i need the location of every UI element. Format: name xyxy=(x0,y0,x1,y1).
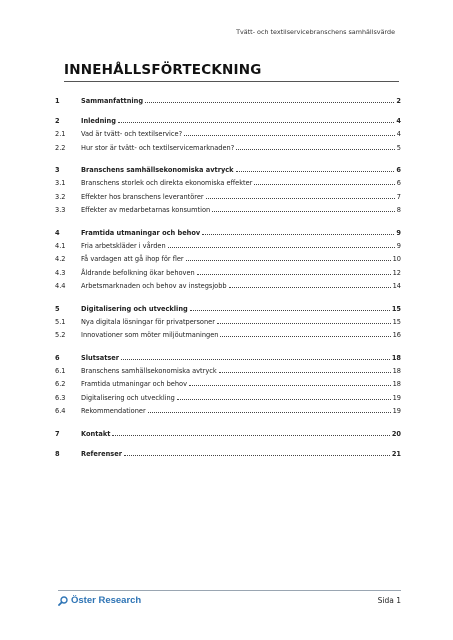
toc-entry-number: 4.3 xyxy=(55,268,66,277)
toc-leader-dots xyxy=(168,246,395,248)
toc-entry-label: Framtida utmaningar och behov xyxy=(81,380,187,388)
toc-entry-label: Hur stor är tvätt- och textilservicemarknaden? xyxy=(81,143,235,152)
toc-leader-dots xyxy=(121,358,390,360)
toc-entry[interactable] xyxy=(55,282,401,291)
toc-leader-dots xyxy=(148,411,391,413)
toc-entry-label: Referenser xyxy=(81,449,122,458)
toc-leader-dots xyxy=(229,286,391,288)
toc-entry[interactable] xyxy=(55,97,401,106)
toc-entry-number: 4 xyxy=(55,228,60,237)
toc-leader-dots xyxy=(118,121,394,123)
toc-entry-label: Nya digitala lösningar för privatpersoner xyxy=(81,317,215,326)
toc-entry[interactable] xyxy=(55,407,401,416)
toc-entry[interactable] xyxy=(55,229,401,238)
toc-entry-number: 6.1 xyxy=(55,366,66,375)
toc-entry-number: 2.1 xyxy=(55,130,66,138)
toc-entry-label: Branschens samhällsekonomiska avtryck xyxy=(81,366,217,375)
toc-entry[interactable] xyxy=(55,450,401,459)
toc-entry[interactable] xyxy=(55,318,401,327)
toc-entry[interactable] xyxy=(55,305,401,314)
toc-entry[interactable] xyxy=(55,193,401,202)
toc-entry[interactable] xyxy=(55,331,401,340)
toc-entry-number: 6.2 xyxy=(55,380,66,388)
toc-leader-dots xyxy=(236,148,395,150)
toc-entry[interactable] xyxy=(55,255,401,264)
toc-leader-dots xyxy=(112,434,389,436)
toc-entry-number: 7 xyxy=(55,429,60,438)
footer-rule xyxy=(58,590,401,591)
toc-entry-label: Vad är tvätt- och textilservice? xyxy=(81,130,183,138)
toc-entry-label: Effekter hos branschens leverantörer xyxy=(81,192,204,201)
toc-entry-page: 19 xyxy=(392,407,401,415)
toc-entry-label: Innovationer som möter miljöutmaningen xyxy=(81,331,219,339)
toc-entry-number: 4.2 xyxy=(55,255,66,263)
toc-entry-number: 2 xyxy=(55,117,60,125)
toc-leader-dots xyxy=(189,384,391,386)
toc-entry-number: 6 xyxy=(55,353,60,362)
toc-entry-page: 18 xyxy=(391,353,401,362)
toc-entry-page: 15 xyxy=(392,317,401,326)
toc-leader-dots xyxy=(190,309,390,311)
toc-entry-number: 4.4 xyxy=(55,282,66,290)
toc-entry[interactable] xyxy=(55,166,401,175)
toc-entry-number: 5 xyxy=(55,304,60,313)
toc-entry[interactable] xyxy=(55,117,401,126)
magnifier-icon xyxy=(58,596,68,606)
toc-entry-page: 12 xyxy=(392,268,401,277)
toc-entry-label: Fria arbetskläder i vården xyxy=(81,241,166,250)
toc-entry-number: 6.4 xyxy=(55,407,66,415)
toc-entry-number: 8 xyxy=(55,449,60,458)
toc-entry-number: 6.3 xyxy=(55,393,66,402)
toc-entry[interactable] xyxy=(55,354,401,363)
toc-entry-label: Rekommendationer xyxy=(81,407,146,415)
toc-entry-page: 10 xyxy=(392,255,401,263)
toc-leader-dots xyxy=(236,170,395,172)
toc-entry[interactable] xyxy=(55,179,401,188)
toc-entry-label: Digitalisering och utveckling xyxy=(81,393,175,402)
toc-entry-label: Framtida utmaningar och behov xyxy=(81,228,201,237)
toc-entry-page: 15 xyxy=(391,304,401,313)
toc-entry[interactable] xyxy=(55,269,401,278)
toc-leader-dots xyxy=(212,210,395,212)
toc-entry-number: 3.3 xyxy=(55,206,66,214)
toc-entry-number: 1 xyxy=(55,97,60,105)
toc-entry-page: 20 xyxy=(391,429,401,438)
toc-leader-dots xyxy=(220,335,390,337)
toc-leader-dots xyxy=(206,197,395,199)
toc-entry-page: 7 xyxy=(396,192,401,201)
toc-entry-page: 16 xyxy=(392,331,401,339)
toc-entry-label: Branschens samhällsekonomiska avtryck xyxy=(81,166,234,174)
toc-entry-page: 18 xyxy=(392,366,401,375)
toc-leader-dots xyxy=(217,322,391,324)
toc-leader-dots xyxy=(177,398,391,400)
toc-entry-page: 4 xyxy=(396,117,401,125)
toc-title-rule xyxy=(64,81,399,82)
toc-entry-label: Digitalisering och utveckling xyxy=(81,304,188,313)
toc-entry-page: 6 xyxy=(396,166,401,174)
toc-entry-page: 18 xyxy=(392,380,401,388)
toc-entry-label: Kontakt xyxy=(81,429,111,438)
logo-text: Öster Research xyxy=(71,595,142,606)
footer-logo xyxy=(58,595,141,606)
toc-entry[interactable] xyxy=(55,380,401,389)
toc-leader-dots xyxy=(202,233,394,235)
toc-leader-dots xyxy=(254,183,394,185)
toc-title: INNEHÅLLSFÖRTECKNING xyxy=(64,62,262,78)
toc-leader-dots xyxy=(219,371,391,373)
toc-entry-page: 8 xyxy=(396,206,401,214)
toc-entry-label: Arbetsmarknaden och behov av instegsjobb xyxy=(81,282,227,290)
toc-entry-label: Åldrande befolkning ökar behoven xyxy=(81,268,195,277)
toc-entry[interactable] xyxy=(55,367,401,376)
toc-entry-page: 2 xyxy=(396,97,401,105)
toc-leader-dots xyxy=(186,259,391,261)
toc-entry-page: 14 xyxy=(392,282,401,290)
toc-entry[interactable] xyxy=(55,242,401,251)
toc-entry-page: 6 xyxy=(396,179,401,187)
toc-entry[interactable] xyxy=(55,130,401,139)
toc-entry-number: 2.2 xyxy=(55,143,66,152)
toc-entry[interactable] xyxy=(55,430,401,439)
toc-entry[interactable] xyxy=(55,144,401,153)
toc-entry-label: Sammanfattning xyxy=(81,97,144,105)
toc-leader-dots xyxy=(184,134,395,136)
toc-entry-number: 3.2 xyxy=(55,192,66,201)
toc-entry-number: 5.2 xyxy=(55,331,66,339)
toc-entry-page: 5 xyxy=(396,143,401,152)
toc-entry-page: 9 xyxy=(396,241,401,250)
toc-entry-number: 3.1 xyxy=(55,179,66,187)
toc-entry-page: 4 xyxy=(396,130,401,138)
running-header: Tvätt- och textilservicebranschens samhällsvärde xyxy=(236,28,395,36)
toc-entry-page: 21 xyxy=(391,449,401,458)
toc-entry[interactable] xyxy=(55,206,401,215)
toc-entry-label: Inledning xyxy=(81,117,116,125)
toc-entry-page: 9 xyxy=(396,228,401,237)
toc-entry-page: 19 xyxy=(392,393,401,402)
toc-entry-number: 5.1 xyxy=(55,317,66,326)
toc-entry-label: Slutsatser xyxy=(81,353,120,362)
toc-entry-label: Få vardagen att gå ihop för fler xyxy=(81,255,184,263)
toc-entry-number: 3 xyxy=(55,166,60,174)
toc-leader-dots xyxy=(197,273,391,275)
toc-leader-dots xyxy=(124,454,390,456)
toc-entry-number: 4.1 xyxy=(55,241,66,250)
toc-entry-label: Branschens storlek och direkta ekonomiska effekter xyxy=(81,179,253,187)
toc-leader-dots xyxy=(145,101,394,103)
toc-entry-label: Effekter av medarbetarnas konsumtion xyxy=(81,206,211,214)
toc-entry[interactable] xyxy=(55,394,401,403)
page-number: Sida 1 xyxy=(377,596,401,605)
